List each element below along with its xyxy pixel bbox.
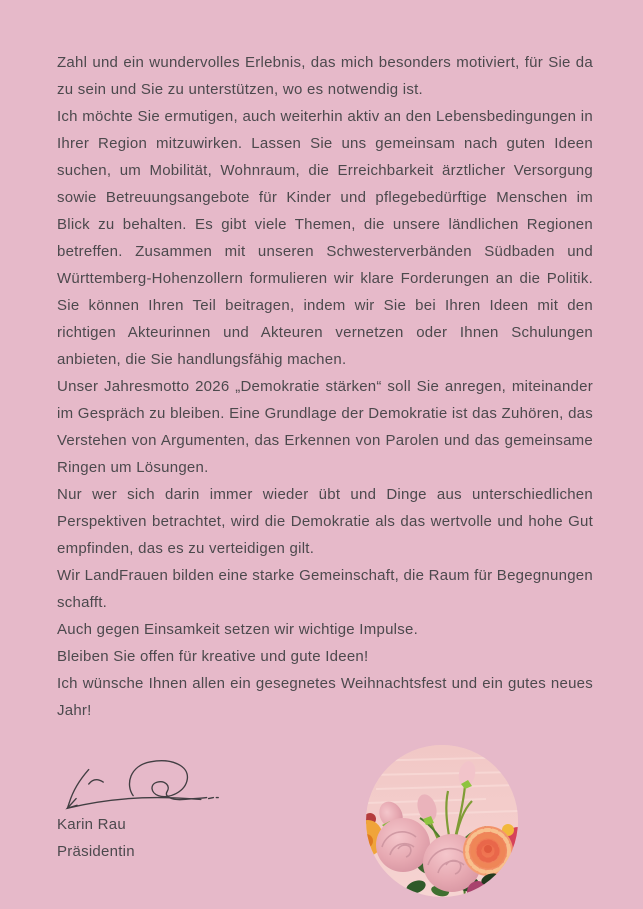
- handwritten-signature: [54, 756, 222, 814]
- paragraph: Bleiben Sie offen für kreative und gute Ideen!: [57, 648, 369, 665]
- paragraph: Nur wer sich darin immer wieder übt und Dinge aus unterschiedlichen Perspektiven betrachtet, wird die Demokratie als das wertvolle und hohe Gut empfinden, das es zu verteidigen gilt.: [57, 486, 593, 557]
- paragraph: Wir LandFrauen bilden eine starke Gemeinschaft, die Raum für Begegnungen schafft.: [57, 567, 593, 611]
- signatory-block: [57, 811, 135, 865]
- paragraph: Zahl und ein wundervolles Erlebnis, das mich besonders motiviert, für Sie da zu sein und Sie zu unterstützen, wo es notwendig ist.: [57, 54, 593, 98]
- signatory-title: Präsidentin: [57, 843, 135, 860]
- paragraph: Ich wünsche Ihnen allen ein gesegnetes Weihnachtsfest und ein gutes neues Jahr!: [57, 675, 593, 719]
- flower-bouquet-illustration: [366, 745, 518, 897]
- paragraph: Ich möchte Sie ermutigen, auch weiterhin aktiv an den Lebensbedingungen in Ihrer Region mitzuwirken. Lassen Sie uns gemeinsam nach guten Ideen suchen, um Mobilität, Wohnraum, die Erreichbarkeit ärztlicher Versorgung sowie Betreuungsangebote für Kinder und pflegebedürftige Menschen im Blick zu behalten. Es gibt viele Themen, die unsere ländlichen Regionen betreffen. Zusammen mit unseren Schwesterverbänden Südbaden und Württemberg-Hohenzollern formulieren wir klare Forderungen an die Politik. Sie können Ihren Teil beitragen, indem wir Sie bei Ihren Ideen mit den richtigen Akteurinnen und Akteuren vernetzen oder Ihnen Schulungen anbieten, die Sie handlungsfähig machen.: [57, 108, 593, 368]
- paragraph: Auch gegen Einsamkeit setzen wir wichtige Impulse.: [57, 621, 419, 638]
- signatory-name: Karin Rau: [57, 816, 126, 833]
- letter-body: [57, 49, 593, 724]
- flower-bouquet-photo: [366, 745, 518, 897]
- paragraph: Unser Jahresmotto 2026 „Demokratie stärken“ soll Sie anregen, miteinander im Gespräch zu bleiben. Eine Grundlage der Demokratie ist das Zuhören, das Verstehen von Argumenten, das Erkennen von Parolen und das gemeinsame Ringen um Lösungen.: [57, 378, 593, 476]
